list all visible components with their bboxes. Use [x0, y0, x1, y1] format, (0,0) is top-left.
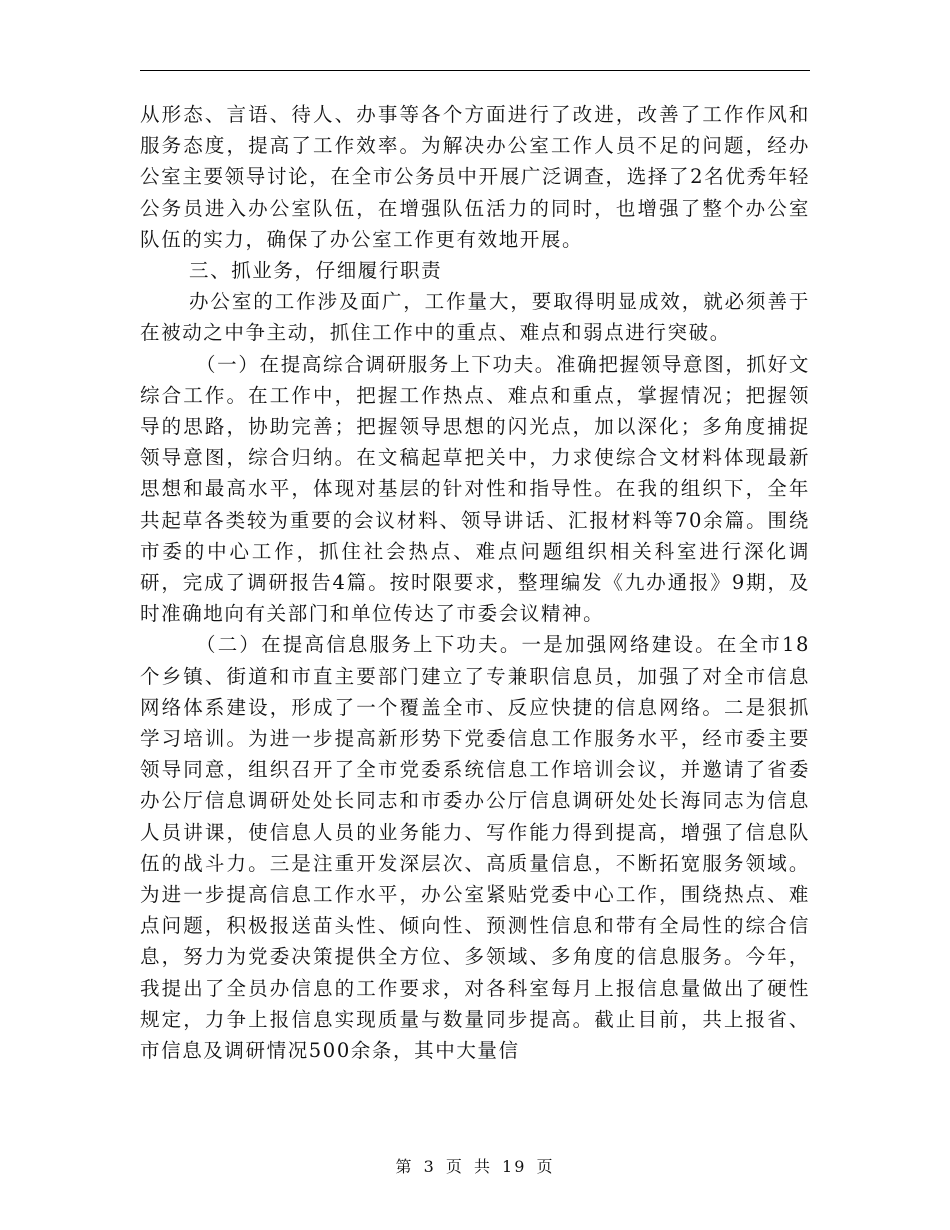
header-rule — [140, 70, 810, 71]
page-footer: 第 3 页 共 19 页 — [395, 1157, 555, 1176]
paragraph-intro: 办公室的工作涉及面广，工作量大，要取得明显成效，就必须善于在被动之中争主动，抓住工作中的重点、难点和弱点进行突破。 — [140, 290, 810, 345]
paragraph-information-service: （二）在提高信息服务上下功夫。一是加强网络建设。在全市18个乡镇、街道和市直主要部门建立了专兼职信息员，加强了对全市信息网络体系建设，形成了一个覆盖全市、反应快捷的信息网络。二是狠抓学习培训。为进一步提高新形势下党委信息工作服务水平，经市委主要领导同意，组织召开了全市党委系统信息工作培训会议，并邀请了省委办公厅信息调研处处长同志和市委办公厅信息调研处处长海同志为信息人员讲课，使信息人员的业务能力、写作能力得到提高，增强了信息队伍的战斗力。三是注重开发深层次、高质量信息，不断拓宽服务领域。为进一步提高信息工作水平，办公室紧贴党委中心工作，围绕热点、难点问题，积极报送苗头性、倾向性、预测性信息和带有全局性的综合信息，努力为党委决策提供全方位、多领域、多角度的信息服务。今年，我提出了全员办信息的工作要求，对各科室每月上报信息量做出了硬性规定，力争上报信息实现质量与数量同步提高。截止目前，共上报省、市信息及调研情况500余条，其中大量信 — [140, 633, 810, 1063]
paragraph-continuation: 从形态、言语、待人、办事等各个方面进行了改进，改善了工作作风和服务态度，提高了工作效率。为解决办公室工作人员不足的问题，经办公室主要领导讨论，在全市公务员中开展广泛调查，选择了2名优秀年轻公务员进入办公室队伍，在增强队伍活力的同时，也增强了整个办公室队伍的实力，确保了办公室工作更有效地开展。 — [140, 103, 810, 251]
section-heading: 三、抓业务，仔细履行职责 — [189, 259, 443, 283]
document-body — [140, 99, 810, 1066]
paragraph-research-service: （一）在提高综合调研服务上下功夫。准确把握领导意图，抓好文综合工作。在工作中，把握工作热点、难点和重点，掌握情况；把握领导的思路，协助完善；把握领导思想的闪光点，加以深化；多角度捕捉领导意图，综合归纳。在文稿起草把关中，力求使综合文材料体现最新思想和最高水平，体现对基层的针对性和指导性。在我的组织下，全年共起草各类较为重要的会议材料、领导讲话、汇报材料等70余篇。围绕市委的中心工作，抓住社会热点、难点问题组织相关科室进行深化调研，完成了调研报告4篇。按时限要求，整理编发《九办通报》9期，及时准确地向有关部门和单位传达了市委会议精神。 — [140, 352, 810, 626]
